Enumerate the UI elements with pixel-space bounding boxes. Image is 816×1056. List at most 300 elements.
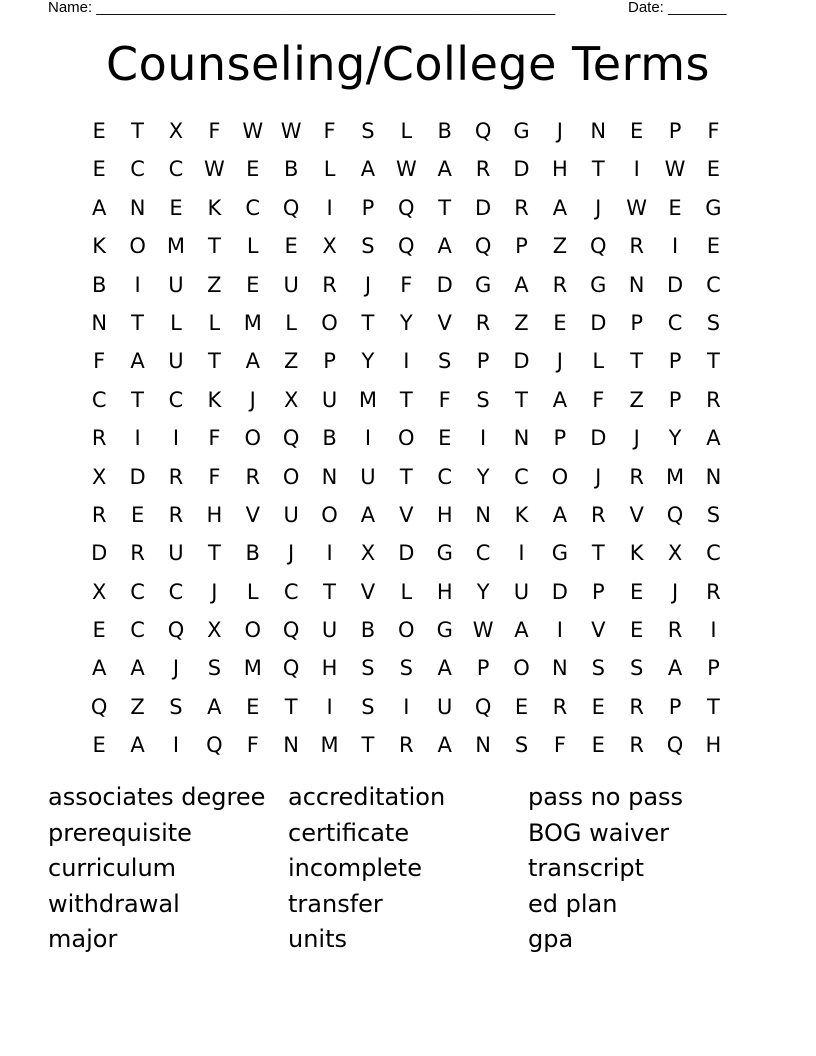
grid-letter[interactable]: M [320,733,339,758]
grid-letter[interactable]: K [629,541,644,566]
grid-letter[interactable]: E [92,157,106,182]
grid-letter[interactable]: H [206,502,223,527]
grid-letter[interactable]: Q [474,234,492,259]
grid-letter[interactable]: A [360,502,376,527]
grid-letter[interactable]: W [626,195,648,220]
grid-letter[interactable]: C [667,310,683,335]
grid-letter[interactable]: R [245,464,261,489]
grid-letter[interactable]: A [130,656,145,681]
grid-letter[interactable]: O [513,656,530,681]
grid-letter[interactable]: R [168,502,184,527]
grid-letter[interactable]: L [208,310,221,335]
grid-letter[interactable]: F [208,426,221,451]
grid-letter[interactable]: R [629,234,644,259]
grid-letter[interactable]: S [438,349,452,374]
grid-letter[interactable]: S [399,656,413,681]
grid-letter[interactable]: S [706,310,721,335]
grid-letter[interactable]: F [400,272,413,297]
grid-letter[interactable]: S [361,234,375,259]
grid-letter[interactable]: M [166,234,186,259]
grid-letter[interactable]: P [707,656,720,681]
grid-letter[interactable]: N [321,464,338,489]
grid-letter[interactable]: U [168,541,184,566]
grid-letter[interactable]: B [245,541,260,566]
grid-letter[interactable]: Q [167,618,185,643]
grid-letter[interactable]: A [437,234,452,259]
grid-letter[interactable]: E [706,157,721,182]
word-list-item: associates degree [48,783,266,811]
grid-letter[interactable]: X [360,541,376,566]
grid-letter[interactable]: T [131,310,144,335]
grid-letter[interactable]: H [436,579,453,604]
grid-letter[interactable]: X [92,464,107,489]
grid-letter[interactable]: C [130,157,145,182]
grid-letter[interactable]: H [436,502,453,527]
grid-letter[interactable]: C [706,272,721,297]
grid-letter[interactable]: Z [207,272,222,297]
grid-letter[interactable]: G [551,541,569,566]
grid-letter[interactable]: T [707,694,720,719]
grid-letter[interactable]: K [514,502,529,527]
grid-letter[interactable]: J [556,349,563,374]
grid-letter[interactable]: R [322,272,337,297]
grid-letter[interactable]: P [668,119,682,143]
grid-letter[interactable]: R [706,579,721,604]
grid-letter[interactable]: G [436,618,453,643]
grid-letter[interactable]: I [403,694,410,719]
grid-letter[interactable]: O [282,464,300,489]
grid-letter[interactable]: B [283,157,299,182]
grid-letter[interactable]: R [130,541,145,566]
grid-letter[interactable]: B [322,426,337,451]
grid-letter[interactable]: E [630,618,644,643]
grid-letter[interactable]: U [321,618,338,643]
grid-letter[interactable]: Q [282,656,300,681]
grid-letter[interactable]: D [398,541,415,566]
grid-letter[interactable]: A [437,157,452,182]
grid-letter[interactable]: W [203,157,225,182]
grid-letter[interactable]: D [91,541,108,566]
grid-letter[interactable]: T [207,541,221,566]
grid-letter[interactable]: T [591,157,605,182]
grid-letter[interactable]: N [475,502,491,527]
grid-letter[interactable]: Y [361,349,375,374]
grid-letter[interactable]: F [553,733,566,758]
grid-letter[interactable]: E [169,195,183,220]
grid-letter[interactable]: I [172,426,180,451]
grid-letter[interactable]: U [168,349,184,374]
grid-letter[interactable]: D [513,349,530,374]
grid-letter[interactable]: N [628,272,645,297]
word-list-item: transcript [528,854,645,883]
grid-letter[interactable]: U [283,502,299,527]
grid-letter[interactable]: T [131,387,144,412]
grid-letter[interactable]: F [592,387,605,412]
grid-letter[interactable]: V [399,502,414,527]
grid-letter[interactable]: L [323,157,336,182]
grid-letter[interactable]: C [475,541,491,566]
grid-letter[interactable]: J [288,541,295,566]
word-list-item: pass no pass [528,783,684,811]
grid-letter[interactable]: T [207,234,221,259]
grid-letter[interactable]: Q [398,195,415,220]
grid-letter[interactable]: F [323,119,336,143]
grid-letter[interactable]: I [403,349,410,374]
grid-letter[interactable]: F [707,119,720,143]
grid-letter[interactable]: L [170,310,182,335]
grid-letter[interactable]: E [591,733,605,758]
grid-letter[interactable]: I [710,618,717,643]
grid-letter[interactable]: T [515,387,528,412]
grid-letter[interactable]: V [591,618,606,643]
grid-letter[interactable]: S [514,733,529,758]
grid-letter[interactable]: W [242,119,264,143]
grid-letter[interactable]: W [664,157,686,182]
grid-letter[interactable]: U [321,387,338,412]
grid-letter[interactable]: M [358,387,377,412]
grid-letter[interactable]: Q [474,694,492,719]
grid-letter[interactable]: X [207,618,222,643]
grid-letter[interactable]: O [129,234,146,259]
grid-letter[interactable]: W [280,119,302,143]
grid-letter[interactable]: N [590,119,607,143]
grid-letter[interactable]: P [323,349,336,374]
grid-letter[interactable]: D [436,272,453,297]
grid-letter[interactable]: P [553,426,567,451]
grid-letter[interactable]: D [666,272,684,297]
grid-letter[interactable]: P [591,579,605,604]
grid-letter[interactable]: G [513,119,530,143]
grid-letter[interactable]: R [168,464,184,489]
grid-letter[interactable]: E [630,579,644,604]
grid-letter[interactable]: B [360,618,376,643]
grid-letter[interactable]: C [514,464,529,489]
grid-letter[interactable]: Q [474,119,492,143]
grid-letter[interactable]: E [514,694,529,719]
grid-letter[interactable]: Q [282,618,300,643]
grid-letter[interactable]: S [629,656,644,681]
grid-letter[interactable]: A [360,157,376,182]
grid-letter[interactable]: R [590,502,606,527]
grid-letter[interactable]: P [668,694,682,719]
grid-letter[interactable]: E [246,157,260,182]
grid-letter[interactable]: N [129,195,146,220]
grid-letter[interactable]: I [364,426,372,451]
page-title: Counseling/College Terms [106,37,710,91]
grid-letter[interactable]: J [211,579,218,604]
grid-letter[interactable]: T [591,541,605,566]
grid-letter[interactable]: S [706,502,721,527]
grid-letter[interactable]: A [130,733,145,758]
grid-letter[interactable]: C [283,579,299,604]
grid-letter[interactable]: O [551,464,569,489]
grid-letter[interactable]: Q [282,426,300,451]
grid-letter[interactable]: U [360,464,376,489]
grid-letter[interactable]: J [556,119,563,143]
grid-letter[interactable]: R [91,426,107,451]
grid-letter[interactable]: X [92,579,107,604]
grid-letter[interactable]: R [399,733,414,758]
grid-letter[interactable]: A [514,618,529,643]
grid-letter[interactable]: A [514,272,529,297]
grid-letter[interactable]: E [92,733,106,758]
grid-letter[interactable]: O [398,426,415,451]
grid-letter[interactable]: X [283,387,299,412]
grid-letter[interactable]: O [244,618,262,643]
grid-letter[interactable]: Y [668,426,682,451]
letter-grid [80,112,733,765]
grid-letter[interactable]: I [326,541,333,566]
grid-letter[interactable]: J [595,195,602,220]
grid-letter[interactable]: I [518,541,525,566]
grid-letter[interactable]: Q [282,195,300,220]
grid-letter[interactable]: A [552,502,568,527]
grid-letter[interactable]: X [322,234,337,259]
grid-letter[interactable]: P [515,234,528,259]
grid-letter[interactable]: T [323,579,336,604]
grid-letter[interactable]: T [438,195,452,220]
grid-letter[interactable]: W [395,157,417,182]
grid-letter[interactable]: I [480,426,487,451]
grid-letter[interactable]: A [552,195,568,220]
grid-letter[interactable]: X [667,541,683,566]
grid-letter[interactable]: P [668,387,682,412]
grid-letter[interactable]: Q [666,733,684,758]
grid-letter[interactable]: D [590,310,607,335]
grid-letter[interactable]: O [244,426,262,451]
grid-letter[interactable]: H [705,733,722,758]
grid-letter[interactable]: E [284,234,298,259]
grid-letter[interactable]: S [361,119,375,143]
grid-letter[interactable]: Q [590,234,607,259]
grid-letter[interactable]: R [667,618,683,643]
grid-letter[interactable]: N [283,733,299,758]
grid-letter[interactable]: E [591,694,605,719]
grid-letter[interactable]: E [668,195,682,220]
grid-letter[interactable]: R [706,387,721,412]
grid-letter[interactable]: O [321,502,338,527]
grid-letter[interactable]: N [552,656,568,681]
grid-letter[interactable]: S [169,694,183,719]
grid-letter[interactable]: U [283,272,299,297]
grid-letter[interactable]: F [208,119,221,143]
grid-letter[interactable]: J [172,656,180,681]
grid-letter[interactable]: S [591,656,605,681]
grid-letter[interactable]: Q [666,502,684,527]
word-list-item: incomplete [288,854,422,883]
grid-letter[interactable]: V [437,310,452,335]
grid-letter[interactable]: R [514,195,529,220]
grid-letter[interactable]: D [551,579,568,604]
grid-letter[interactable]: D [590,426,607,451]
grid-letter[interactable]: J [249,387,256,412]
grid-letter[interactable]: R [552,272,568,297]
grid-letter[interactable]: L [246,579,259,604]
grid-letter[interactable]: S [361,656,375,681]
grid-letter[interactable]: X [168,119,184,143]
grid-letter[interactable]: O [321,310,338,335]
grid-letter[interactable]: A [207,694,222,719]
grid-letter[interactable]: B [91,272,107,297]
grid-letter[interactable]: E [246,694,260,719]
grid-letter[interactable]: A [667,656,683,681]
grid-letter[interactable]: J [671,579,679,604]
grid-letter[interactable]: N [91,310,108,335]
grid-letter[interactable]: T [284,694,298,719]
grid-letter[interactable]: C [168,387,184,412]
grid-letter[interactable]: E [553,310,567,335]
grid-letter[interactable]: D [129,464,146,489]
grid-letter[interactable]: R [91,502,107,527]
grid-letter[interactable]: Z [552,234,568,259]
grid-letter[interactable]: E [92,618,106,643]
grid-letter[interactable]: R [552,694,568,719]
grid-letter[interactable]: V [245,502,260,527]
grid-letter[interactable]: W [472,618,494,643]
grid-letter[interactable]: E [630,119,644,143]
grid-letter[interactable]: G [436,541,453,566]
grid-letter[interactable]: C [168,157,184,182]
grid-letter[interactable]: T [207,349,221,374]
grid-letter[interactable]: K [207,387,222,412]
grid-letter[interactable]: M [243,656,262,681]
grid-letter[interactable]: C [130,579,145,604]
grid-letter[interactable]: E [92,119,106,143]
grid-letter[interactable]: N [705,464,722,489]
grid-letter[interactable]: C [91,387,107,412]
grid-letter[interactable]: P [476,656,490,681]
grid-letter[interactable]: U [168,272,184,297]
grid-letter[interactable]: A [706,426,721,451]
grid-letter[interactable]: A [437,656,452,681]
grid-letter[interactable]: A [245,349,260,374]
grid-letter[interactable]: T [131,119,144,143]
grid-letter[interactable]: L [246,234,259,259]
word-list-item: prerequisite [48,818,192,847]
grid-letter[interactable]: Z [514,310,529,335]
grid-letter[interactable]: I [556,618,563,643]
grid-letter[interactable]: F [246,733,259,758]
grid-letter[interactable]: I [134,426,141,451]
grid-letter[interactable]: U [513,579,530,604]
grid-letter[interactable]: T [361,310,375,335]
grid-letter[interactable]: O [398,618,415,643]
grid-letter[interactable]: D [513,157,530,182]
grid-letter[interactable]: G [590,272,607,297]
grid-letter[interactable]: R [475,310,491,335]
grid-letter[interactable]: P [668,349,682,374]
grid-letter[interactable]: L [400,579,413,604]
grid-letter[interactable]: Q [90,694,108,719]
grid-letter[interactable]: J [633,426,640,451]
grid-letter[interactable]: A [92,195,107,220]
grid-letter[interactable]: S [476,387,490,412]
grid-letter[interactable]: I [134,272,141,297]
grid-letter[interactable]: C [437,464,453,489]
grid-letter[interactable]: F [208,464,221,489]
grid-letter[interactable]: T [399,387,413,412]
grid-letter[interactable]: L [592,349,605,374]
grid-letter[interactable]: T [707,349,720,374]
grid-letter[interactable]: Z [283,349,299,374]
grid-letter[interactable]: J [595,464,602,489]
grid-letter[interactable]: A [552,387,568,412]
grid-letter[interactable]: P [476,349,490,374]
grid-letter[interactable]: R [475,157,491,182]
grid-letter[interactable]: T [361,733,375,758]
grid-letter[interactable]: S [361,694,375,719]
grid-letter[interactable]: B [437,119,452,143]
name-field: Name: _______________________________________________________ [48,0,556,16]
grid-letter[interactable]: I [326,195,333,220]
grid-letter[interactable]: C [168,579,184,604]
grid-letter[interactable]: A [92,656,107,681]
grid-letter[interactable]: J [364,272,372,297]
grid-letter[interactable]: A [437,733,452,758]
grid-letter[interactable]: N [513,426,530,451]
grid-letter[interactable]: S [207,656,222,681]
grid-letter[interactable]: Y [476,464,490,489]
grid-letter[interactable]: L [285,310,297,335]
grid-letter[interactable]: M [243,310,262,335]
grid-letter[interactable]: C [706,541,721,566]
grid-letter[interactable]: T [630,349,644,374]
grid-letter[interactable]: E [706,234,721,259]
grid-letter[interactable]: A [130,349,145,374]
grid-letter[interactable]: D [475,195,492,220]
grid-letter[interactable]: P [630,310,643,335]
grid-letter[interactable]: I [326,694,333,719]
grid-letter[interactable]: Z [130,694,145,719]
grid-letter[interactable]: V [629,502,644,527]
grid-letter[interactable]: C [245,195,261,220]
grid-letter[interactable]: Q [206,733,223,758]
grid-letter[interactable]: N [475,733,491,758]
grid-letter[interactable]: Y [476,579,490,604]
word-list-item: ed plan [528,889,618,918]
grid-letter[interactable]: F [438,387,451,412]
grid-letter[interactable]: G [474,272,492,297]
grid-letter[interactable]: C [130,618,145,643]
grid-letter[interactable]: H [551,157,568,182]
grid-letter[interactable]: E [438,426,452,451]
grid-letter[interactable]: I [172,733,180,758]
grid-letter[interactable]: L [400,119,413,143]
grid-letter[interactable]: R [629,733,644,758]
grid-letter[interactable]: E [130,502,145,527]
word-list-item: major [48,925,118,954]
grid-letter[interactable]: U [437,694,453,719]
grid-letter[interactable]: R [629,694,644,719]
grid-letter[interactable]: G [705,195,722,220]
grid-letter[interactable]: R [629,464,644,489]
grid-letter[interactable]: T [399,464,413,489]
grid-letter[interactable]: Y [399,310,413,335]
grid-letter[interactable]: Q [398,234,415,259]
grid-letter[interactable]: E [246,272,260,297]
word-list-item: withdrawal [48,889,180,918]
grid-letter[interactable]: Z [629,387,644,412]
grid-letter[interactable]: K [92,234,107,259]
grid-letter[interactable]: I [671,234,679,259]
grid-letter[interactable]: F [93,349,106,374]
grid-letter[interactable]: V [360,579,376,604]
grid-letter[interactable]: P [361,195,375,220]
grid-letter[interactable]: M [665,464,685,489]
grid-letter[interactable]: H [321,656,338,681]
grid-letter[interactable]: K [207,195,222,220]
grid-letter[interactable]: I [633,157,640,182]
